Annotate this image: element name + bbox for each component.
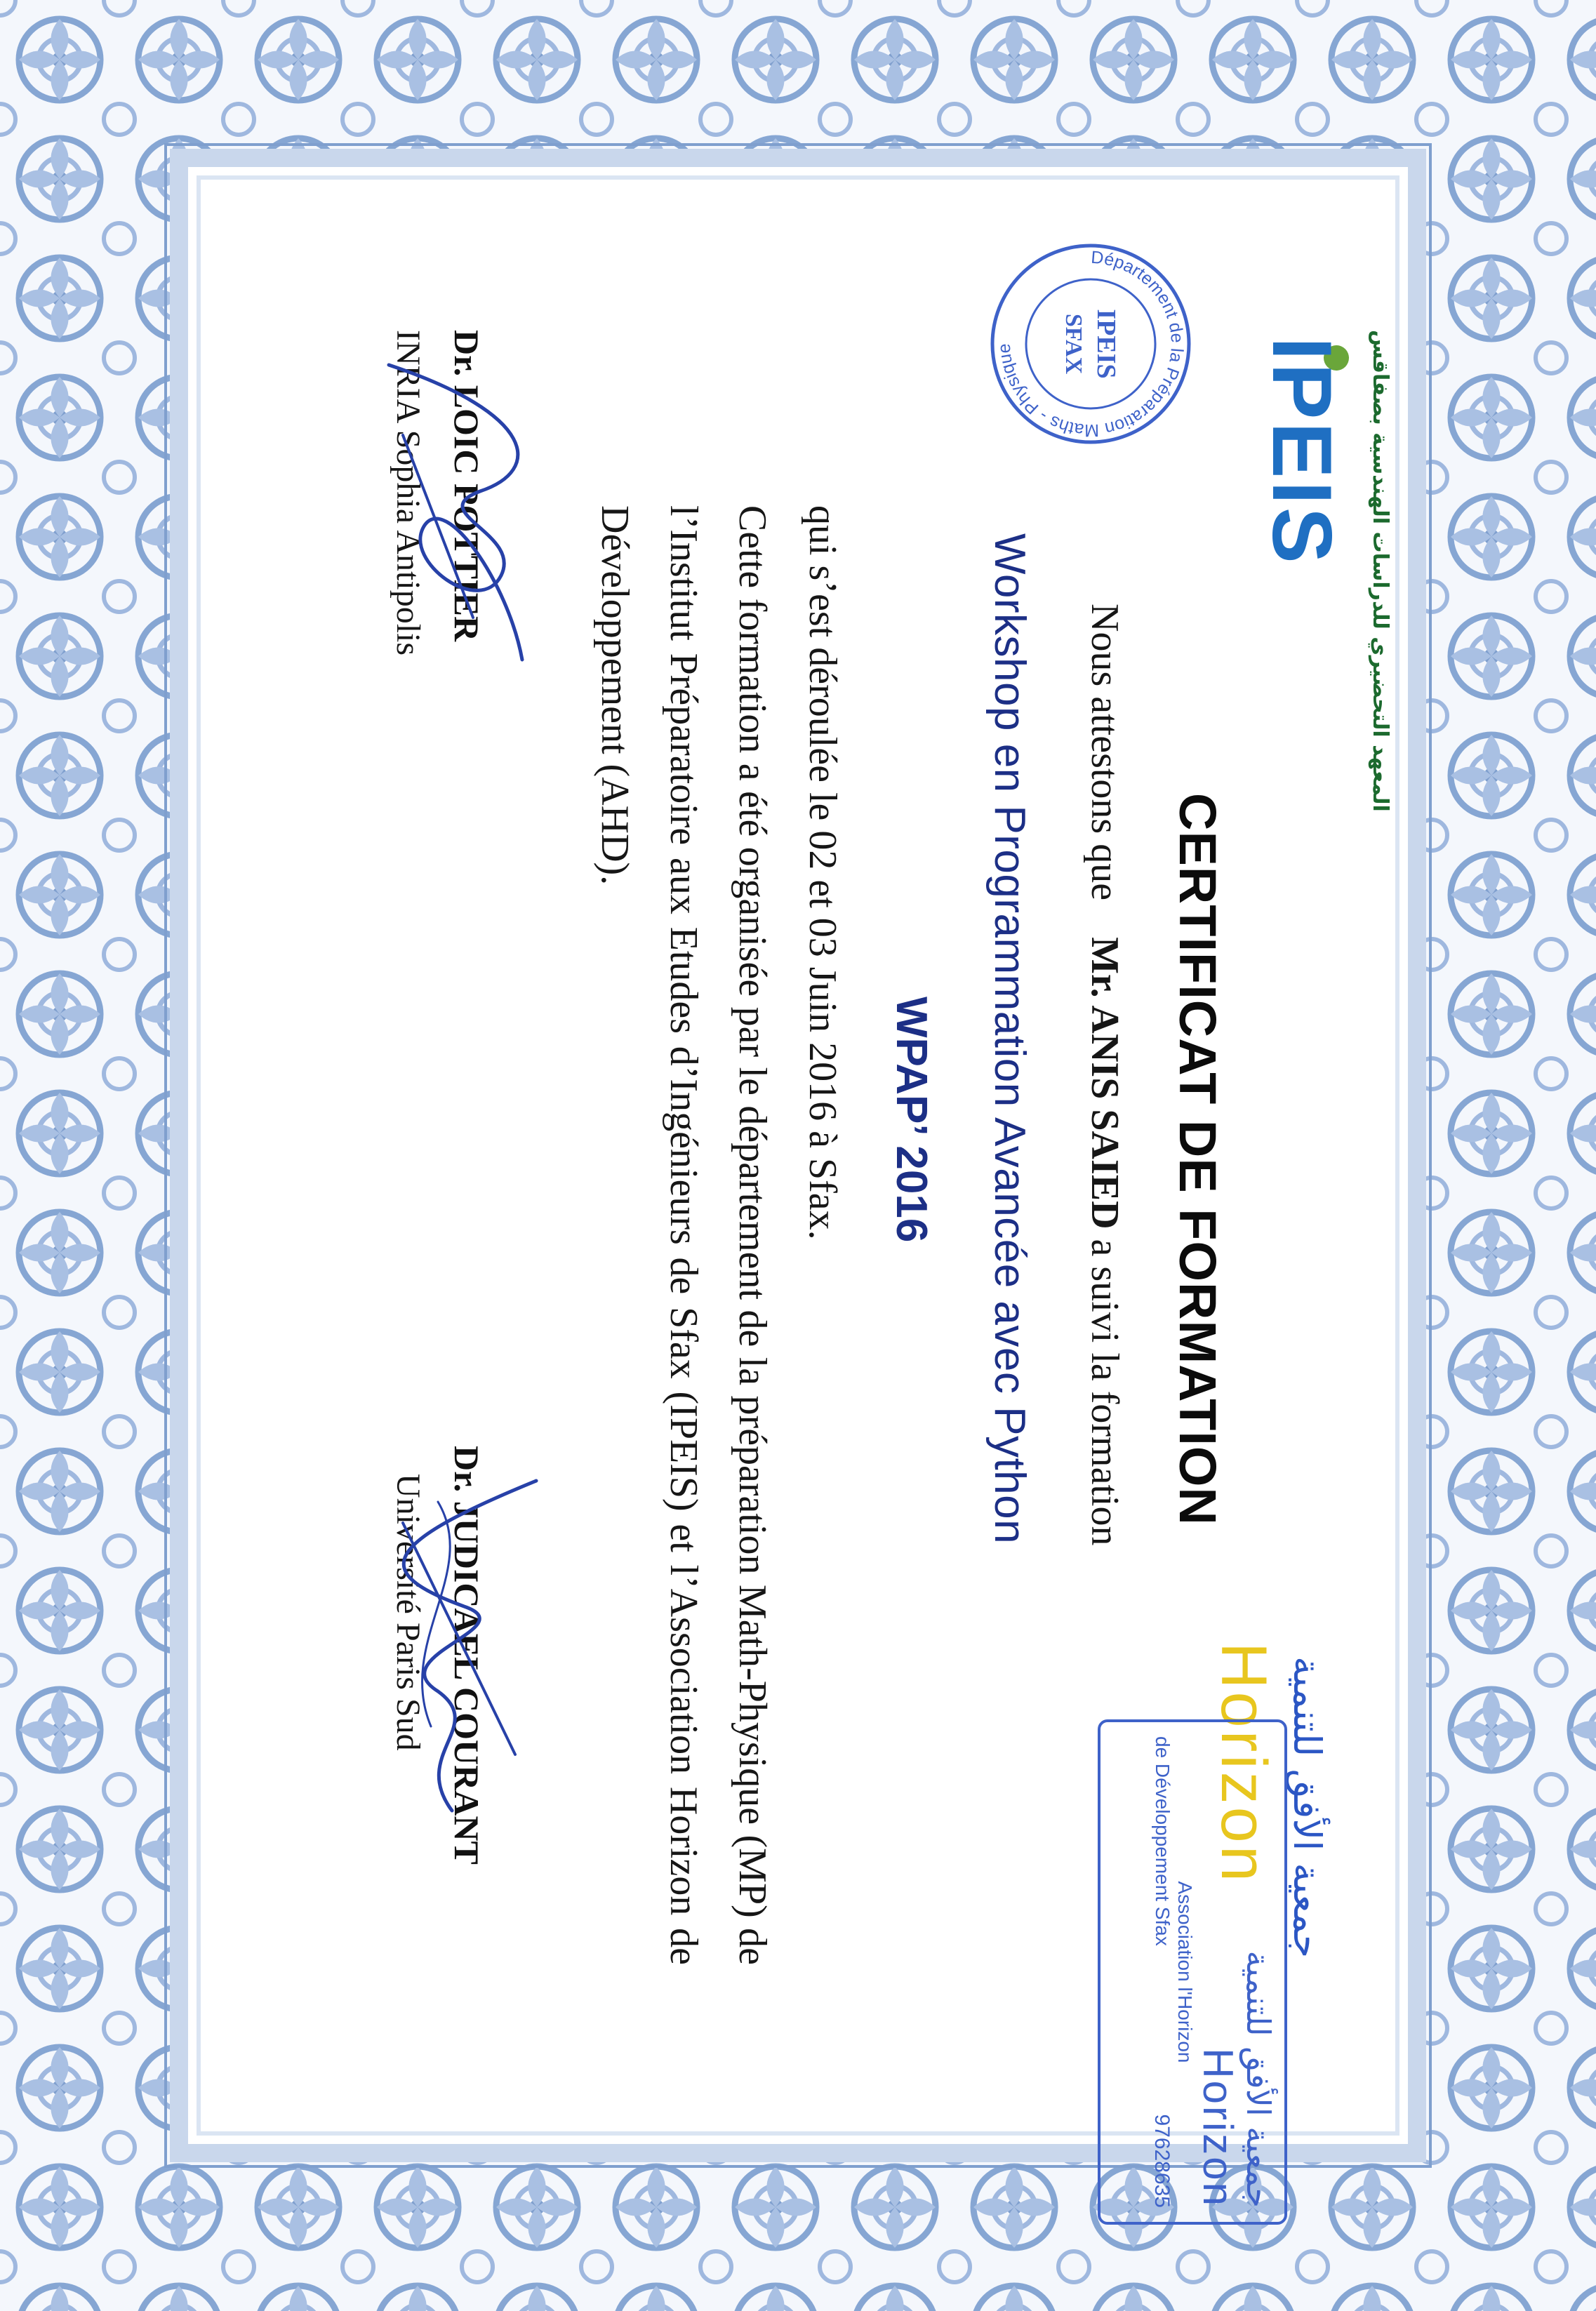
organization-line-2: l’Institut Préparatoire aux Etudes d’Ingénieurs de Sfax (IPEIS) et l’Association Horizon de xyxy=(662,505,705,1965)
attestation-line xyxy=(1082,604,1127,1546)
horizon-stamp-wordmark: Horizon xyxy=(1195,2048,1242,2208)
ipeis-logo xyxy=(1255,330,1392,812)
signatory-1-institution: INRIA Sophia Antipolis xyxy=(390,330,427,656)
horizon-logo-arabic: جمعية الأفق للتنمية xyxy=(1285,1656,1329,1959)
horizon-stamp-line-2: de Développement Sfax xyxy=(1152,1736,1173,1946)
ipeis-logo-wordmark: IPEIS xyxy=(1255,337,1349,566)
ipeis-stamp-ring-text: Département de la Préparation Maths - Physique xyxy=(994,247,1188,441)
attest-suffix: a suivi la formation xyxy=(1083,1239,1126,1546)
horizon-stamp-line-1: Association l'Horizon xyxy=(1174,1881,1196,2063)
attest-prefix: Nous attestons que xyxy=(1083,604,1126,901)
certificate-title: CERTIFICAT DE FORMATION xyxy=(1169,793,1227,1526)
workshop-title: Workshop en Programmation Avancée avec Python xyxy=(985,533,1034,1545)
signature-1 xyxy=(354,351,564,674)
recipient-name: Mr. ANIS SAIED xyxy=(1083,937,1126,1230)
date-line: qui s’est déroulée le 02 et 03 Juin 2016 à Sfax. xyxy=(801,505,844,1240)
horizon-stamp xyxy=(1098,1719,1287,2225)
ipeis-stamp xyxy=(985,239,1196,449)
signatory-2-institution: Université Paris Sud xyxy=(390,1474,427,1751)
organization-line-1: Cette formation a été organisée par le département de la préparation Math-Physique (MP) de xyxy=(731,505,774,1965)
workshop-code: WPAP’ 2016 xyxy=(887,997,936,1243)
horizon-stamp-phone: 97628635 xyxy=(1150,2114,1173,2208)
signature-2 xyxy=(354,1460,578,1825)
horizon-logo-wordmark: Horizon xyxy=(1208,1642,1279,1885)
signatory-2-name: Dr. JUDICAEL COURANT xyxy=(447,1446,486,1865)
horizon-stamp-arabic: جمعية الأفق للتنمية xyxy=(1239,1950,1277,2208)
ipeis-arabic-name: المعهد التحضيري للدراسات الهندسية بصفاقس xyxy=(1368,330,1392,812)
ipeis-stamp-center-1: IPEIS xyxy=(1091,309,1121,379)
ipeis-stamp-center-2: SFAX xyxy=(1060,313,1086,375)
organization-line-3: Développement (AHD). xyxy=(593,505,637,886)
signatory-1-name: Dr. LOIC POTTIER xyxy=(447,330,486,642)
